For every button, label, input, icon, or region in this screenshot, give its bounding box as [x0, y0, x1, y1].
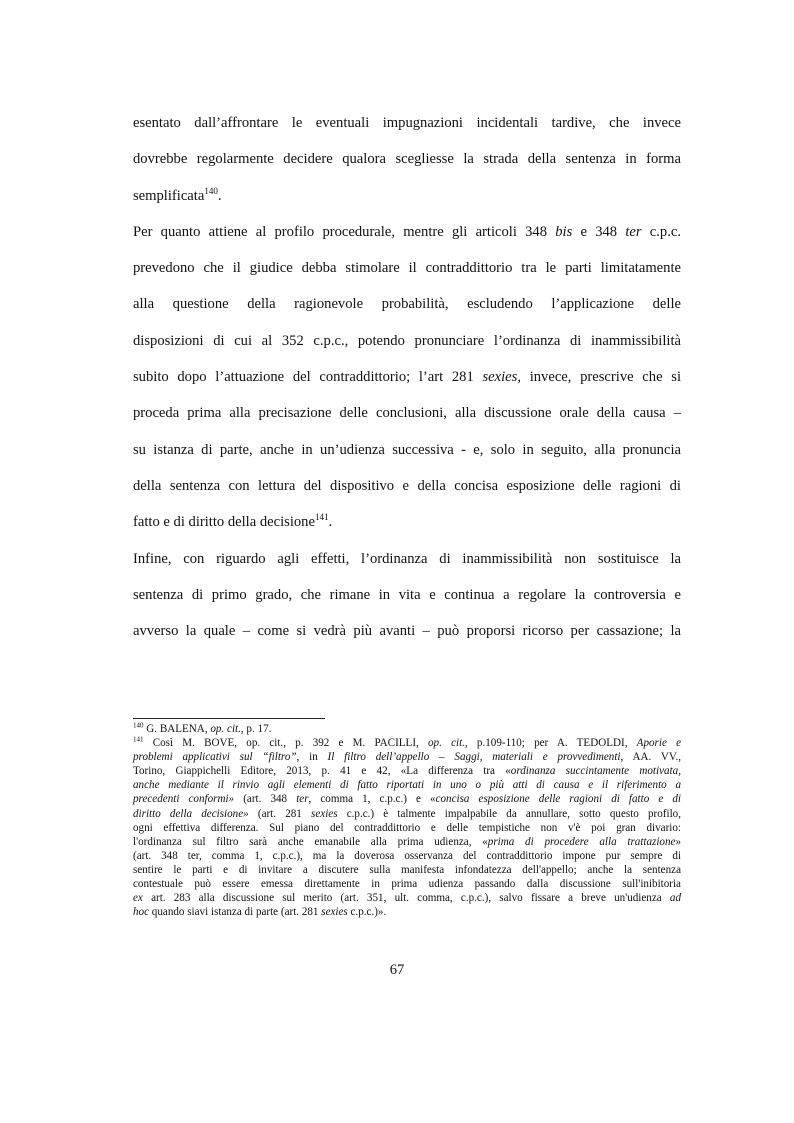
text-line [133, 253, 681, 289]
footnote-141-line [133, 877, 681, 891]
text-span: disposizioni di cui al 352 c.p.c., potendo pronunciare l’ordinanza di inammissibilità [133, 332, 681, 349]
text-span: semplificata [133, 187, 205, 204]
text-line [133, 181, 681, 217]
italic-term: ad [669, 892, 681, 905]
text-span: . [217, 187, 222, 204]
footnote-141-line [133, 750, 681, 764]
footnote-141-line [133, 807, 681, 821]
text-line [133, 289, 681, 325]
footnote-141-line [133, 778, 681, 792]
text-span: ogni effettiva differenza. Sul piano del contraddittorio e delle tempistiche non v'è poi gran divario: [133, 821, 681, 834]
page-number: 67 [389, 962, 405, 978]
italic-term: Aporie e [636, 737, 681, 750]
text-span: Così M. BOVE, op. cit., p. 392 e M. PACILLI, [143, 737, 428, 750]
text-span: sentenza di primo grado, che rimane in vita e continua a regolare la controversia e [133, 586, 681, 603]
italic-term: ter [625, 223, 642, 240]
footnote-141-line [133, 905, 681, 919]
text-span: (art. 281 [248, 807, 312, 820]
italic-term: precedenti conformi» [133, 793, 235, 806]
text-span: , in [296, 751, 328, 764]
text-span: avverso la quale – come si vedrà più avanti – può proporsi ricorso per cassazione; la [133, 623, 681, 640]
footnote-ref-140: 140 [204, 185, 218, 196]
text-span: p.109-110; per A. TEDOLDI, [467, 737, 637, 750]
italic-term: ordinanza succintamente motivata, [510, 765, 681, 778]
text-span: sentire le parti e di invitare a discutere sulla manifesta infondatezza dell'appello; anche la sentenza [133, 863, 681, 876]
text-line [133, 398, 681, 434]
footnote-separator [133, 718, 325, 719]
text-line [133, 435, 681, 471]
italic-term: bis [555, 223, 573, 240]
text-span: prevedono che il giudice debba stimolare il contraddittorio tra le parti limitatamente [133, 260, 681, 277]
italic-term: op. cit., [428, 737, 468, 750]
footnote-141-line [133, 821, 681, 835]
text-span: fatto e di diritto della decisione [133, 514, 315, 531]
footnote-number: 141 [133, 735, 144, 744]
text-span: proceda prima alla precisazione delle conclusioni, alla discussione orale della causa – [133, 405, 681, 422]
text-line [133, 507, 681, 543]
text-span: alla questione della ragionevole probabilità, escludendo l’applicazione delle [133, 296, 681, 313]
text-line [133, 580, 681, 616]
italic-term: prima di procedere alla trattazione [487, 835, 676, 848]
text-line [133, 471, 681, 507]
italic-term: hoc [133, 906, 150, 919]
text-span: (art. 348 ter, comma 1, c.p.c.), ma la doverosa osservanza del contraddittorio impone pur sempre di [133, 849, 681, 862]
text-line [133, 108, 681, 144]
text-line [133, 616, 681, 652]
text-line [133, 144, 681, 180]
italic-term: concisa esposizione delle ragioni di fatto e di [435, 793, 681, 806]
text-span: l'ordinanza sul filtro sarà anche emanabile alla prima udienza, « [133, 835, 488, 848]
text-line [133, 217, 681, 253]
footnote-141-line [133, 835, 681, 849]
italic-term: problemi applicativi sul “filtro” [133, 751, 297, 764]
text-span: , comma 1, c.p.c.) e « [308, 793, 436, 806]
footnotes [133, 722, 681, 919]
text-line [133, 326, 681, 362]
footnote-141-line [133, 792, 681, 806]
text-span: su istanza di parte, anche in un’udienza successiva - e, solo in seguito, alla pronuncia [133, 441, 681, 458]
italic-term: sexies [311, 807, 338, 820]
text-line [133, 544, 681, 580]
footnote-141-line [133, 764, 681, 778]
footnote-141-line [133, 736, 681, 750]
text-span: c.p.c.)». [347, 906, 387, 919]
footnote-ref-141: 141 [314, 512, 329, 523]
italic-term: ex [133, 892, 143, 905]
text-span: subito dopo l’attuazione del contraddittorio; l’art 281 [133, 369, 483, 386]
footnote-141-line [133, 891, 681, 905]
text-span: » [675, 835, 681, 848]
italic-term: ter [296, 793, 309, 806]
text-span: , AA. VV., [620, 751, 681, 764]
italic-term: diritto della decisione» [133, 807, 249, 820]
text-span: p. 17. [243, 723, 272, 735]
italic-term: Il filtro dell’appello – Saggi, materiali e provvedimenti [327, 751, 621, 764]
text-span: (art. 348 [234, 793, 297, 806]
text-span: invece, prescrive che si [520, 369, 681, 386]
text-span: e 348 [572, 223, 626, 240]
text-span: esentato dall’affrontare le eventuali impugnazioni incidentali tardive, che invece [133, 115, 681, 131]
footnote-141-line [133, 863, 681, 877]
text-span: c.p.c.) è talmente impalpabile da annullare, sotto questo profilo, [337, 807, 681, 820]
text-span: art. 283 alla discussione sul merito (art. 351, ult. comma, c.p.c.), salvo fissare a breve un'udienza [142, 892, 670, 905]
footnote-number: 140 [133, 721, 144, 730]
text-span: contestuale può essere emessa direttamente in prima udienza passando dalla discussione sull'inibitoria [133, 878, 681, 891]
footnote-140 [133, 722, 681, 736]
text-span: c.p.c. [641, 223, 681, 240]
text-line [133, 362, 681, 398]
italic-term: op. cit., [210, 723, 244, 735]
text-span: Infine, con riguardo agli effetti, l’ordinanza di inammissibilità non sostituisce la [133, 550, 681, 567]
footnote-141-line [133, 849, 681, 863]
text-span: G. BALENA, [143, 723, 211, 735]
italic-term: anche mediante il rinvio agli elementi di fatto riportati in uno o più atti di causa e il riferimento a [133, 779, 681, 792]
text-span: Torino, Giappichelli Editore, 2013, p. 41 e 42, «La differenza tra « [133, 765, 511, 778]
text-span: . [328, 514, 333, 531]
italic-term: sexies [321, 906, 348, 919]
text-span: Per quanto attiene al profilo procedurale, mentre gli articoli 348 [133, 223, 556, 240]
italic-term: sexies, [482, 369, 521, 386]
text-span: quando siavi istanza di parte (art. 281 [149, 906, 322, 919]
text-span: della sentenza con lettura del dispositivo e della concisa esposizione delle ragioni di [133, 477, 681, 494]
text-span: dovrebbe regolarmente decidere qualora scegliesse la strada della sentenza in forma [133, 151, 681, 168]
main-text [133, 108, 681, 652]
